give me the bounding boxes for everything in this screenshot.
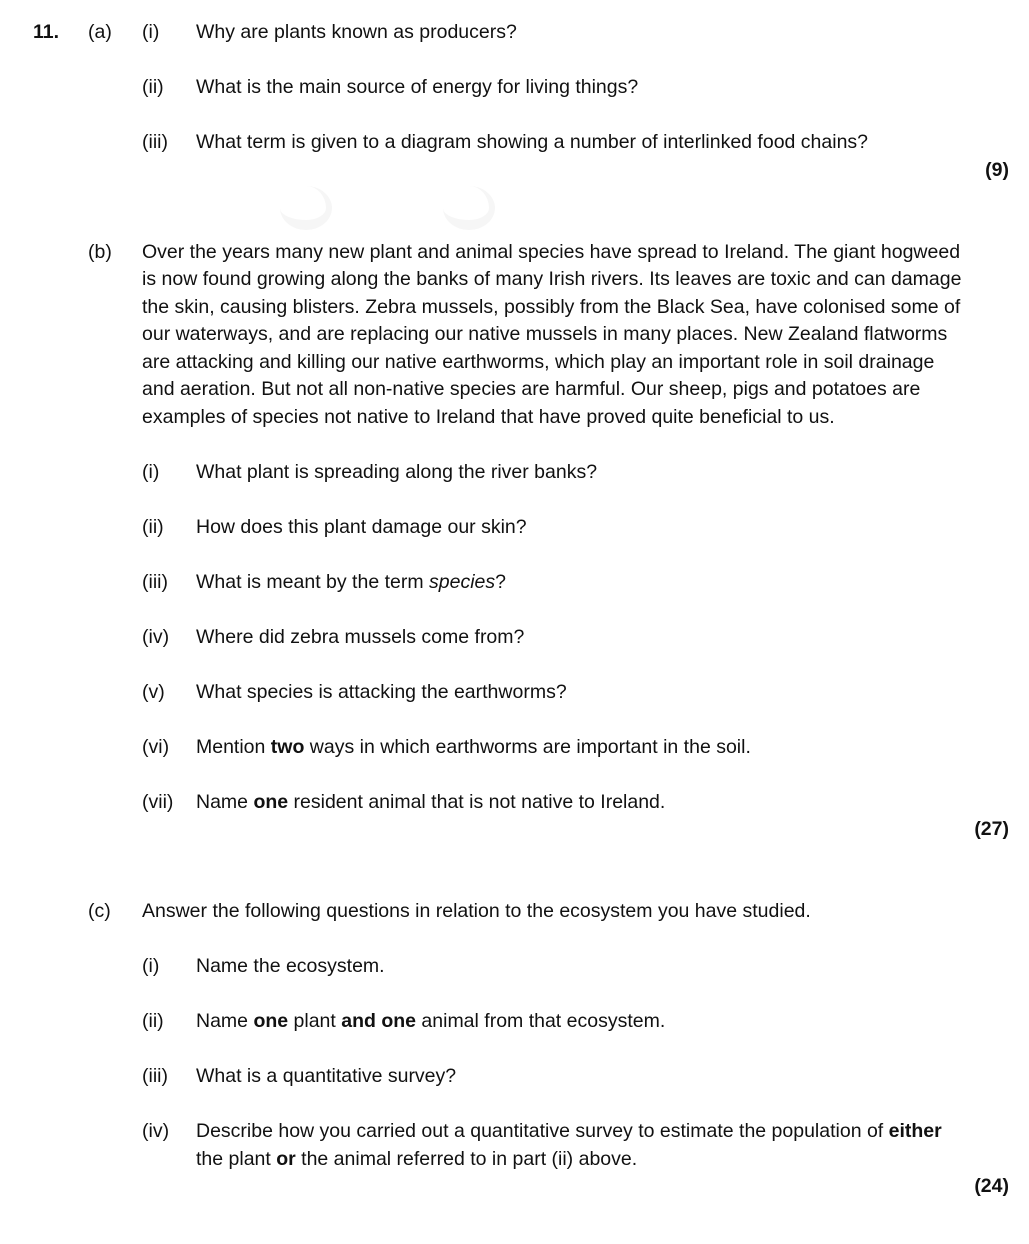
emphasis-species: species (429, 571, 496, 593)
passage-line: Over the years many new plant and animal species have spread to Ireland. The giant hogweed (142, 241, 961, 263)
passage-line: examples of species not native to Ireland that have proved quite beneficial to us. (142, 406, 835, 428)
part-b-item-text: Where did zebra mussels come from? (196, 626, 525, 648)
part-c-item-text: What is a quantitative survey? (196, 1065, 457, 1087)
part-c-item-text: Describe how you carried out a quantitative survey to estimate the population of either (196, 1120, 942, 1142)
part-b-item-text: What species is attacking the earthworms? (196, 681, 567, 703)
part-a-item-num: (ii) (142, 76, 164, 98)
passage-line: the skin, causing blisters. Zebra mussels, possibly from the Black Sea, have colonised some of (142, 296, 961, 318)
scan-artifact (443, 186, 495, 230)
part-b-item-text: How does this plant damage our skin? (196, 516, 527, 538)
passage-line: is now found growing along the banks of many Irish rivers. Its leaves are toxic and can damage (142, 268, 962, 290)
part-c-item-num: (iv) (142, 1120, 170, 1142)
part-a-item-num: (i) (142, 21, 160, 43)
part-c-item-text: Name one plant and one animal from that ecosystem. (196, 1010, 666, 1032)
part-b-label: (b) (88, 241, 112, 263)
part-b-item-text: What plant is spreading along the river banks? (196, 461, 598, 483)
passage-line: our waterways, and are replacing our native mussels in many places. New Zealand flatworms (142, 323, 948, 345)
part-c-item-text: Name the ecosystem. (196, 955, 385, 977)
part-a-label: (a) (88, 21, 112, 43)
part-c-item-num: (iii) (142, 1065, 168, 1087)
passage-line: and aeration. But not all non-native species are harmful. Our sheep, pigs and potatoes are (142, 378, 921, 400)
part-b-item-text: Name one resident animal that is not native to Ireland. (196, 791, 666, 813)
part-b-item-num: (vii) (142, 791, 174, 813)
part-b-item-text: What is meant by the term species? (196, 571, 506, 593)
part-b-item-num: (ii) (142, 516, 164, 538)
scan-artifact (280, 186, 332, 230)
part-c-intro: Answer the following questions in relation to the ecosystem you have studied. (142, 900, 811, 922)
part-a-item-text: What term is given to a diagram showing a number of interlinked food chains? (196, 131, 869, 153)
part-b-item-num: (iii) (142, 571, 168, 593)
part-c-item-num: (ii) (142, 1010, 164, 1032)
part-b-item-text: Mention two ways in which earthworms are important in the soil. (196, 736, 751, 758)
part-a-item-text: What is the main source of energy for living things? (196, 76, 639, 98)
part-c-label: (c) (88, 900, 111, 922)
part-a-item-num: (iii) (142, 131, 168, 153)
part-c-item-num: (i) (142, 955, 160, 977)
part-b-item-num: (i) (142, 461, 160, 483)
part-b-item-num: (v) (142, 681, 165, 703)
part-a-item-text: Why are plants known as producers? (196, 21, 517, 43)
part-c-item-text-cont: the plant or the animal referred to in part (ii) above. (196, 1148, 638, 1170)
part-c-marks: (24) (974, 1175, 1009, 1197)
part-b-item-num: (vi) (142, 736, 170, 758)
part-a-marks: (9) (985, 159, 1009, 181)
question-number: 11. (33, 21, 60, 43)
part-b-marks: (27) (974, 818, 1009, 840)
passage-line: are attacking and killing our native earthworms, which play an important role in soil drainage (142, 351, 935, 373)
part-b-item-num: (iv) (142, 626, 170, 648)
